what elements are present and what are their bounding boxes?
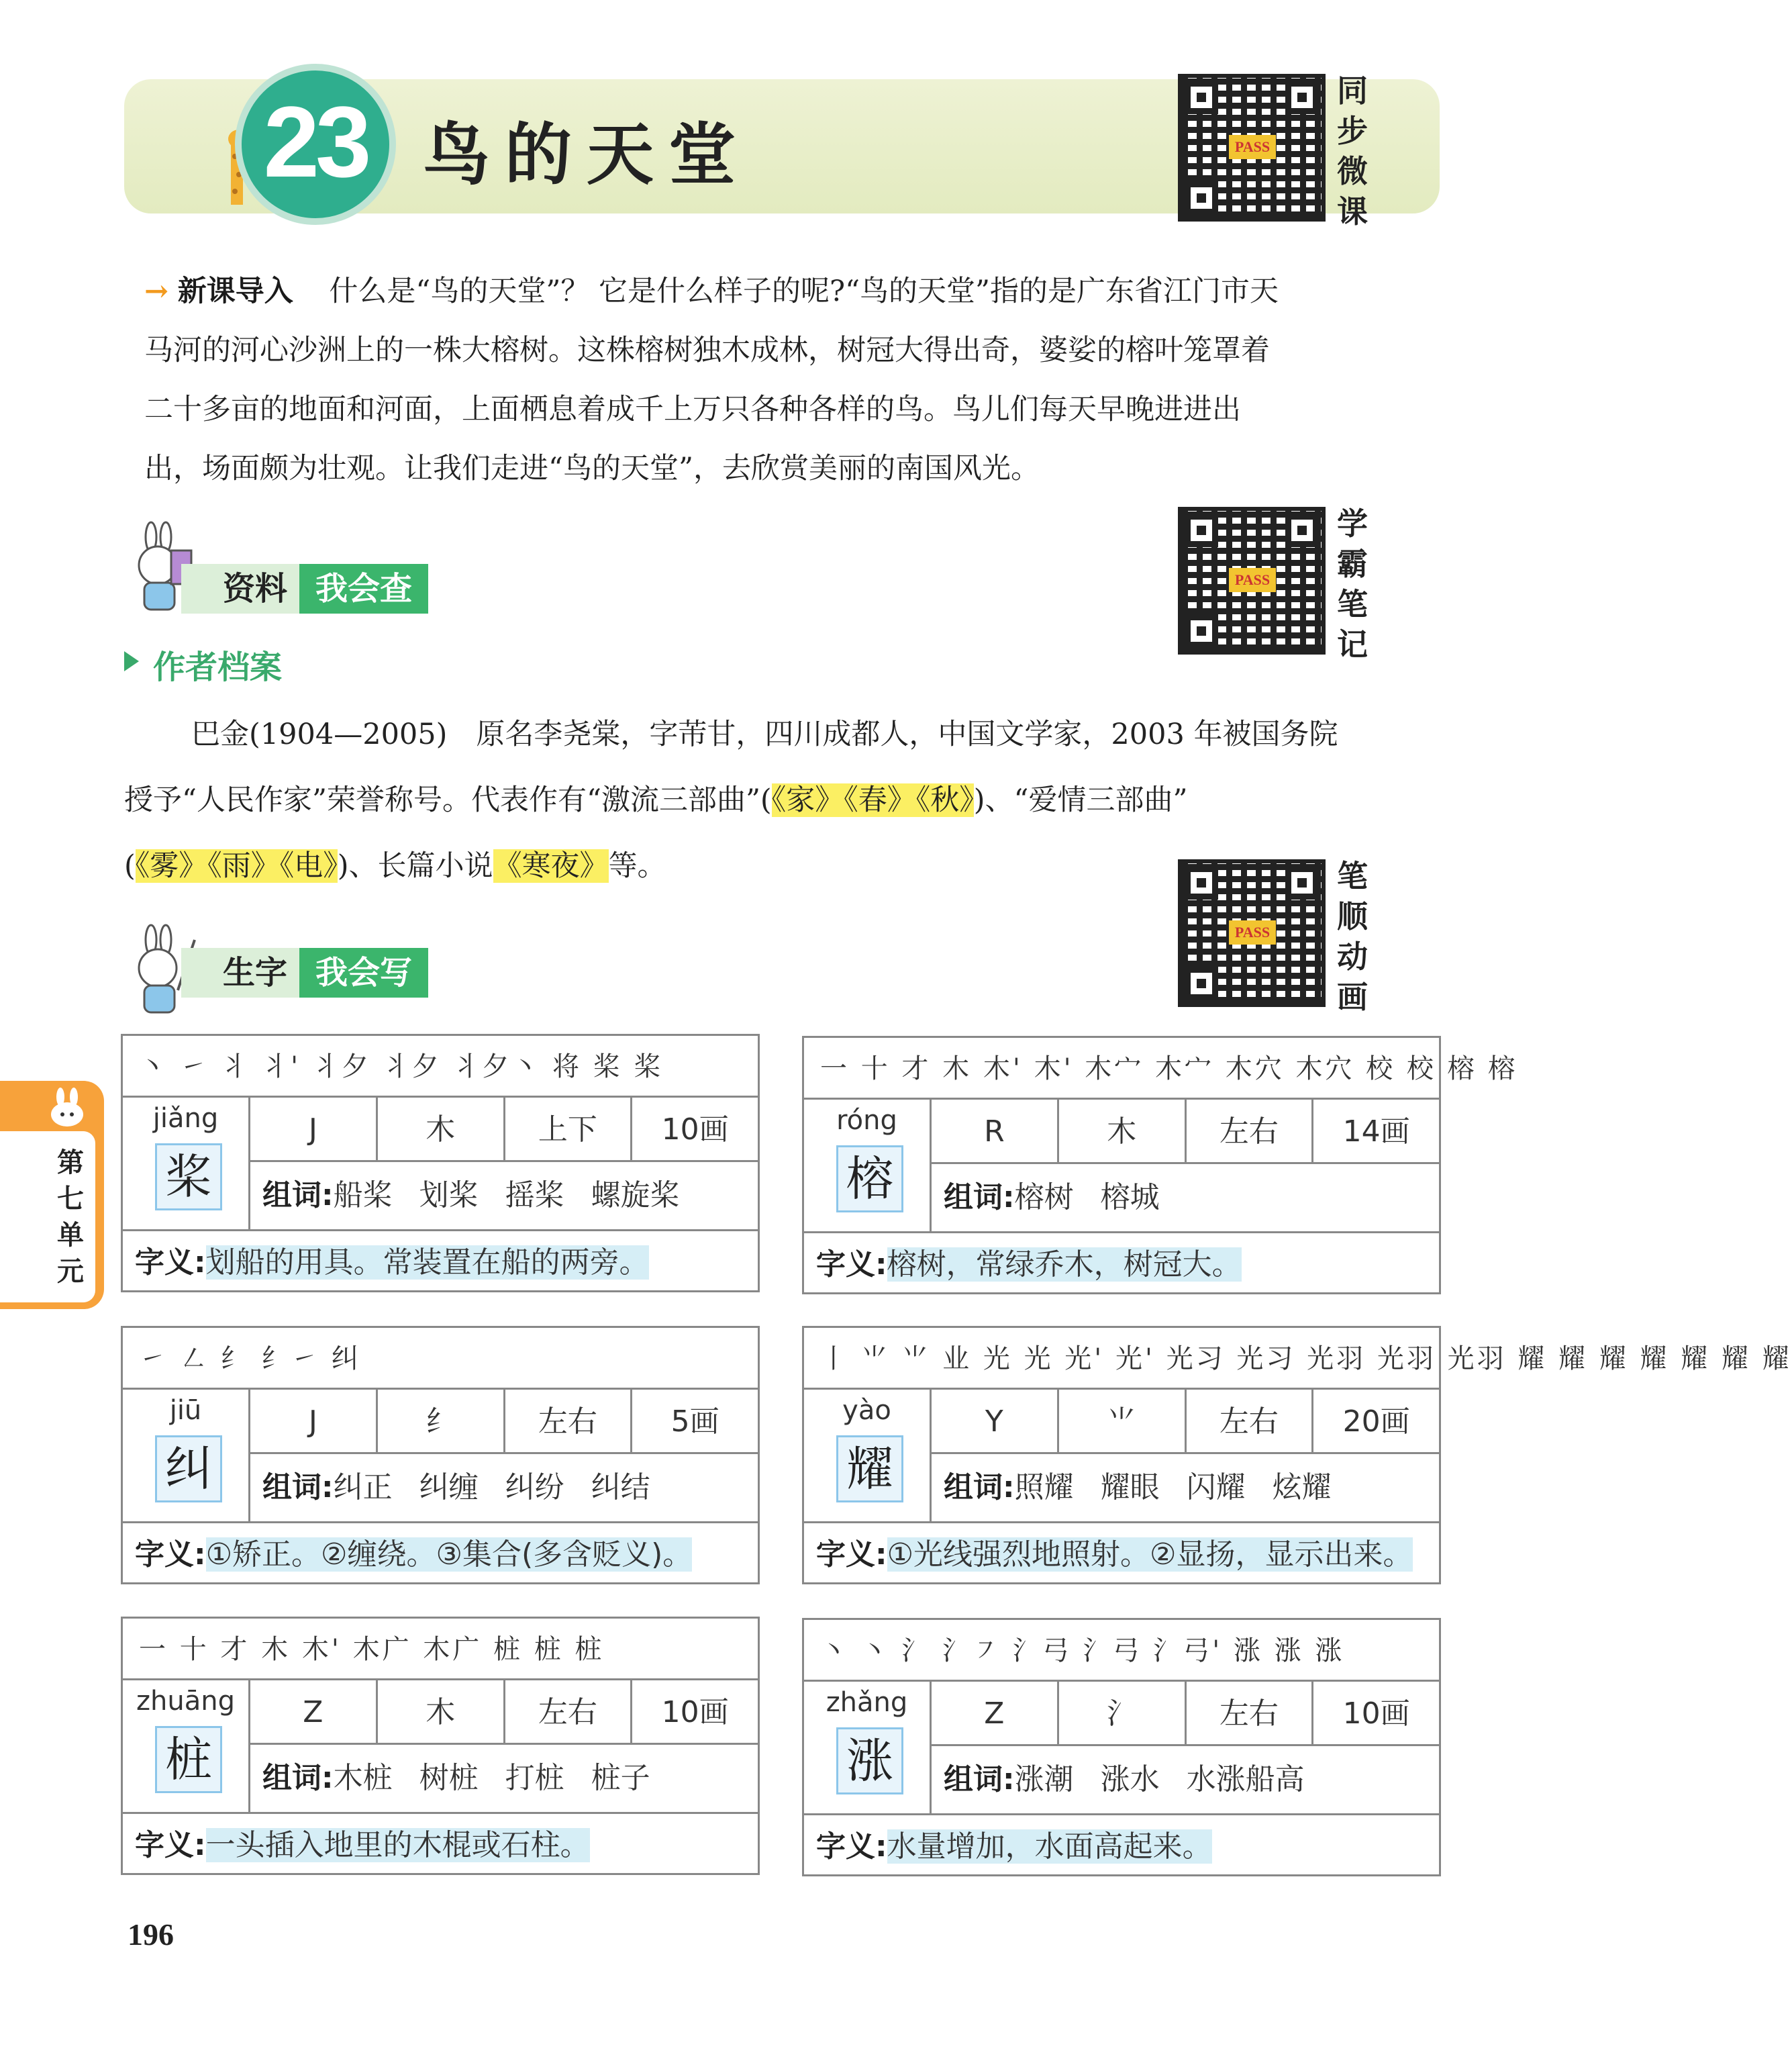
stroke-count: 10画	[661, 1112, 729, 1147]
lesson-title: 鸟的天堂	[423, 115, 750, 194]
radical: 木	[1059, 1100, 1187, 1162]
pinyin: jiū	[169, 1395, 202, 1426]
word: 打桩	[505, 1761, 564, 1795]
structure: 上下	[505, 1098, 633, 1160]
char-box	[123, 1098, 250, 1229]
author-heading: 作者档案	[153, 649, 283, 686]
char-info-row	[250, 1098, 758, 1162]
triangle-right-icon	[124, 651, 139, 671]
meaning-row	[123, 1521, 758, 1584]
char-card-5	[802, 1618, 1441, 1876]
pinyin: zhǎng	[826, 1687, 908, 1718]
words-label: 组词:	[262, 1470, 334, 1504]
char-info-row	[932, 1100, 1439, 1164]
words-row	[932, 1746, 1439, 1813]
char-card-4	[121, 1617, 760, 1875]
pass-logo: PASS	[1229, 135, 1276, 159]
intro-line-1: → 新课导入 什么是“鸟的天堂”？ 它是什么样子的呢?“鸟的天堂”指的是广东省江门市天	[144, 275, 1279, 308]
word: 船桨	[333, 1178, 393, 1212]
stroke-order: 一 十 才 木 木' 木' 木宀 木宀 木穴 木穴 校 校 榕 榕	[804, 1038, 1439, 1100]
initial: Z	[932, 1682, 1059, 1744]
structure: 左右	[505, 1680, 633, 1743]
radical: 木	[378, 1680, 505, 1743]
meaning: 水量增加，水面高起来。	[887, 1829, 1212, 1864]
structure: 左右	[1187, 1390, 1314, 1452]
qr-label-bishun: 笔 顺 动 画	[1337, 858, 1368, 1015]
words-row	[932, 1454, 1439, 1521]
word: 纠纷	[505, 1470, 564, 1504]
character: 涨	[836, 1727, 903, 1794]
meaning: 一头插入地里的木棍或石柱。	[205, 1828, 590, 1862]
meaning-row	[804, 1231, 1439, 1294]
char-box	[804, 1390, 932, 1521]
stroke-count: 5画	[670, 1404, 719, 1439]
char-card-2	[121, 1326, 760, 1584]
word: 纠结	[591, 1470, 650, 1504]
meaning-row	[804, 1813, 1439, 1876]
word: 树桩	[419, 1761, 479, 1795]
meaning: ①光线强烈地照射。②显扬，显示出来。	[887, 1537, 1413, 1572]
pass-logo: PASS	[1229, 920, 1276, 945]
word: 闪耀	[1186, 1470, 1246, 1504]
meaning-label: 字义:	[135, 1245, 206, 1280]
char-box	[804, 1682, 932, 1813]
word: 炫耀	[1272, 1470, 1332, 1504]
pinyin: róng	[836, 1105, 897, 1136]
intro-label: 新课导入	[177, 275, 293, 308]
page-number: 196	[128, 1917, 174, 1952]
structure: 左右	[1187, 1682, 1314, 1744]
word: 划桨	[419, 1178, 479, 1212]
character: 桨	[155, 1143, 222, 1210]
stroke-order: 丶 丶 氵 氵㇇ 氵弓 氵弓 氵弓' 涨 涨 涨	[804, 1620, 1439, 1682]
meaning: ①矫正。②缠绕。③集合(多含贬义)。	[205, 1537, 693, 1572]
word: 涨水	[1100, 1762, 1160, 1796]
words-label: 组词:	[262, 1761, 334, 1795]
section-tag-shengzi: 生字 我会写	[181, 948, 428, 998]
qr-code-icon[interactable]	[1178, 74, 1326, 222]
meaning-label: 字义:	[816, 1829, 887, 1864]
char-info-row	[932, 1390, 1439, 1454]
word: 榕城	[1100, 1180, 1160, 1214]
word: 榕树	[1014, 1180, 1074, 1214]
char-box	[804, 1100, 932, 1231]
meaning: 榕树，常绿乔木，树冠大。	[887, 1247, 1242, 1282]
pass-logo: PASS	[1229, 568, 1276, 592]
char-card-3	[802, 1326, 1792, 1584]
stroke-order: 丶 ㇀ 丬 丬' 丬夕 丬夕 丬夕丶 将 桨 桨	[123, 1036, 758, 1098]
word: 桩子	[591, 1761, 650, 1795]
initial: Z	[250, 1680, 378, 1743]
words-row	[250, 1745, 758, 1812]
stroke-order: 一 十 才 木 木' 木广 木广 桩 桩 桩	[123, 1619, 758, 1680]
author-line-2: 授予“人民作家”荣誉称号。代表作有“激流三部曲”(《家》《春》《秋》)、“爱情三部曲”	[124, 783, 1188, 817]
initial: Y	[932, 1390, 1059, 1452]
stroke-order: ㇀ ㇜ 纟 纟㇀ 纠	[123, 1328, 758, 1390]
initial: J	[250, 1390, 378, 1452]
pinyin: jiǎng	[152, 1103, 219, 1134]
intro-line-2: 马河的河心沙洲上的一株大榕树。这株榕树独木成林，树冠大得出奇，婆娑的榕叶笼罩着	[144, 334, 1270, 367]
char-info-row	[250, 1390, 758, 1454]
words-row	[250, 1162, 758, 1229]
radical: 氵	[1059, 1682, 1187, 1744]
meaning-row	[804, 1521, 1439, 1584]
meaning: 划船的用具。常装置在船的两旁。	[205, 1245, 649, 1280]
word: 木桩	[333, 1761, 393, 1795]
word: 纠正	[333, 1470, 393, 1504]
char-card-0	[121, 1034, 760, 1292]
words-label: 组词:	[944, 1762, 1015, 1796]
words-label: 组词:	[944, 1180, 1015, 1214]
meaning-label: 字义:	[816, 1537, 887, 1572]
intro-line-4: 出，场面颇为壮观。让我们走进“鸟的天堂”，去欣赏美丽的南国风光。	[144, 452, 1040, 485]
unit-label: 第 七 单 元	[57, 1147, 84, 1287]
words-label: 组词:	[262, 1178, 334, 1212]
intro-line-3: 二十多亩的地面和河面，上面栖息着成千上万只各种各样的鸟。鸟儿们每天早晚进进出	[144, 393, 1241, 426]
initial: J	[250, 1098, 378, 1160]
section-tag-ziliao: 资料 我会查	[181, 564, 428, 614]
words-label: 组词:	[944, 1470, 1015, 1504]
character: 榕	[836, 1145, 903, 1212]
word: 摇桨	[505, 1178, 564, 1212]
char-info-row	[250, 1680, 758, 1745]
meaning-label: 字义:	[816, 1247, 887, 1282]
word: 水涨船高	[1186, 1762, 1305, 1796]
words-row	[250, 1454, 758, 1521]
stroke-order: 丨 ⺌ ⺌ 业 光 光 光' 光' 光习 光习 光羽 光羽 光羽 耀 耀 耀 耀 耀 耀 耀	[804, 1328, 1439, 1390]
author-line-1: 巴金(1904—2005) 原名李尧棠，字芾甘，四川成都人，中国文学家，2003 年被国务院	[191, 718, 1338, 751]
pinyin: zhuāng	[136, 1686, 235, 1717]
word: 纠缠	[419, 1470, 479, 1504]
char-box	[123, 1680, 250, 1812]
meaning-label: 字义:	[135, 1828, 206, 1862]
lesson-number: 23	[263, 85, 368, 198]
stroke-count: 10画	[661, 1695, 729, 1729]
character: 纠	[155, 1435, 222, 1502]
structure: 左右	[505, 1390, 633, 1452]
qr-label-tongbu: 同 步 微 课	[1337, 73, 1368, 230]
radical: ⺌	[1059, 1390, 1187, 1452]
qr-label-xueba: 学 霸 笔 记	[1337, 506, 1368, 663]
qr-code-icon[interactable]	[1178, 859, 1326, 1007]
word: 照耀	[1014, 1470, 1074, 1504]
stroke-count: 10画	[1342, 1696, 1410, 1731]
meaning-label: 字义:	[135, 1537, 206, 1572]
bunny-face-icon	[44, 1088, 91, 1128]
words-row	[932, 1164, 1439, 1231]
initial: R	[932, 1100, 1059, 1162]
char-card-1	[802, 1036, 1518, 1294]
char-box	[123, 1390, 250, 1521]
char-info-row	[932, 1682, 1439, 1746]
pinyin: yào	[842, 1395, 891, 1426]
word: 螺旋桨	[591, 1178, 680, 1212]
character: 桩	[155, 1726, 222, 1793]
qr-code-icon[interactable]	[1178, 507, 1326, 655]
author-line-3: (《雾》《雨》《电》)、长篇小说《寒夜》等。	[124, 849, 666, 883]
meaning-row	[123, 1229, 758, 1292]
stroke-count: 14画	[1342, 1114, 1410, 1149]
word: 耀眼	[1100, 1470, 1160, 1504]
meaning-row	[123, 1812, 758, 1875]
radical: 木	[378, 1098, 505, 1160]
arrow-right-icon: →	[144, 275, 169, 308]
character: 耀	[836, 1435, 903, 1502]
word: 涨潮	[1014, 1762, 1074, 1796]
radical: 纟	[378, 1390, 505, 1452]
structure: 左右	[1187, 1100, 1314, 1162]
stroke-count: 20画	[1342, 1404, 1410, 1439]
